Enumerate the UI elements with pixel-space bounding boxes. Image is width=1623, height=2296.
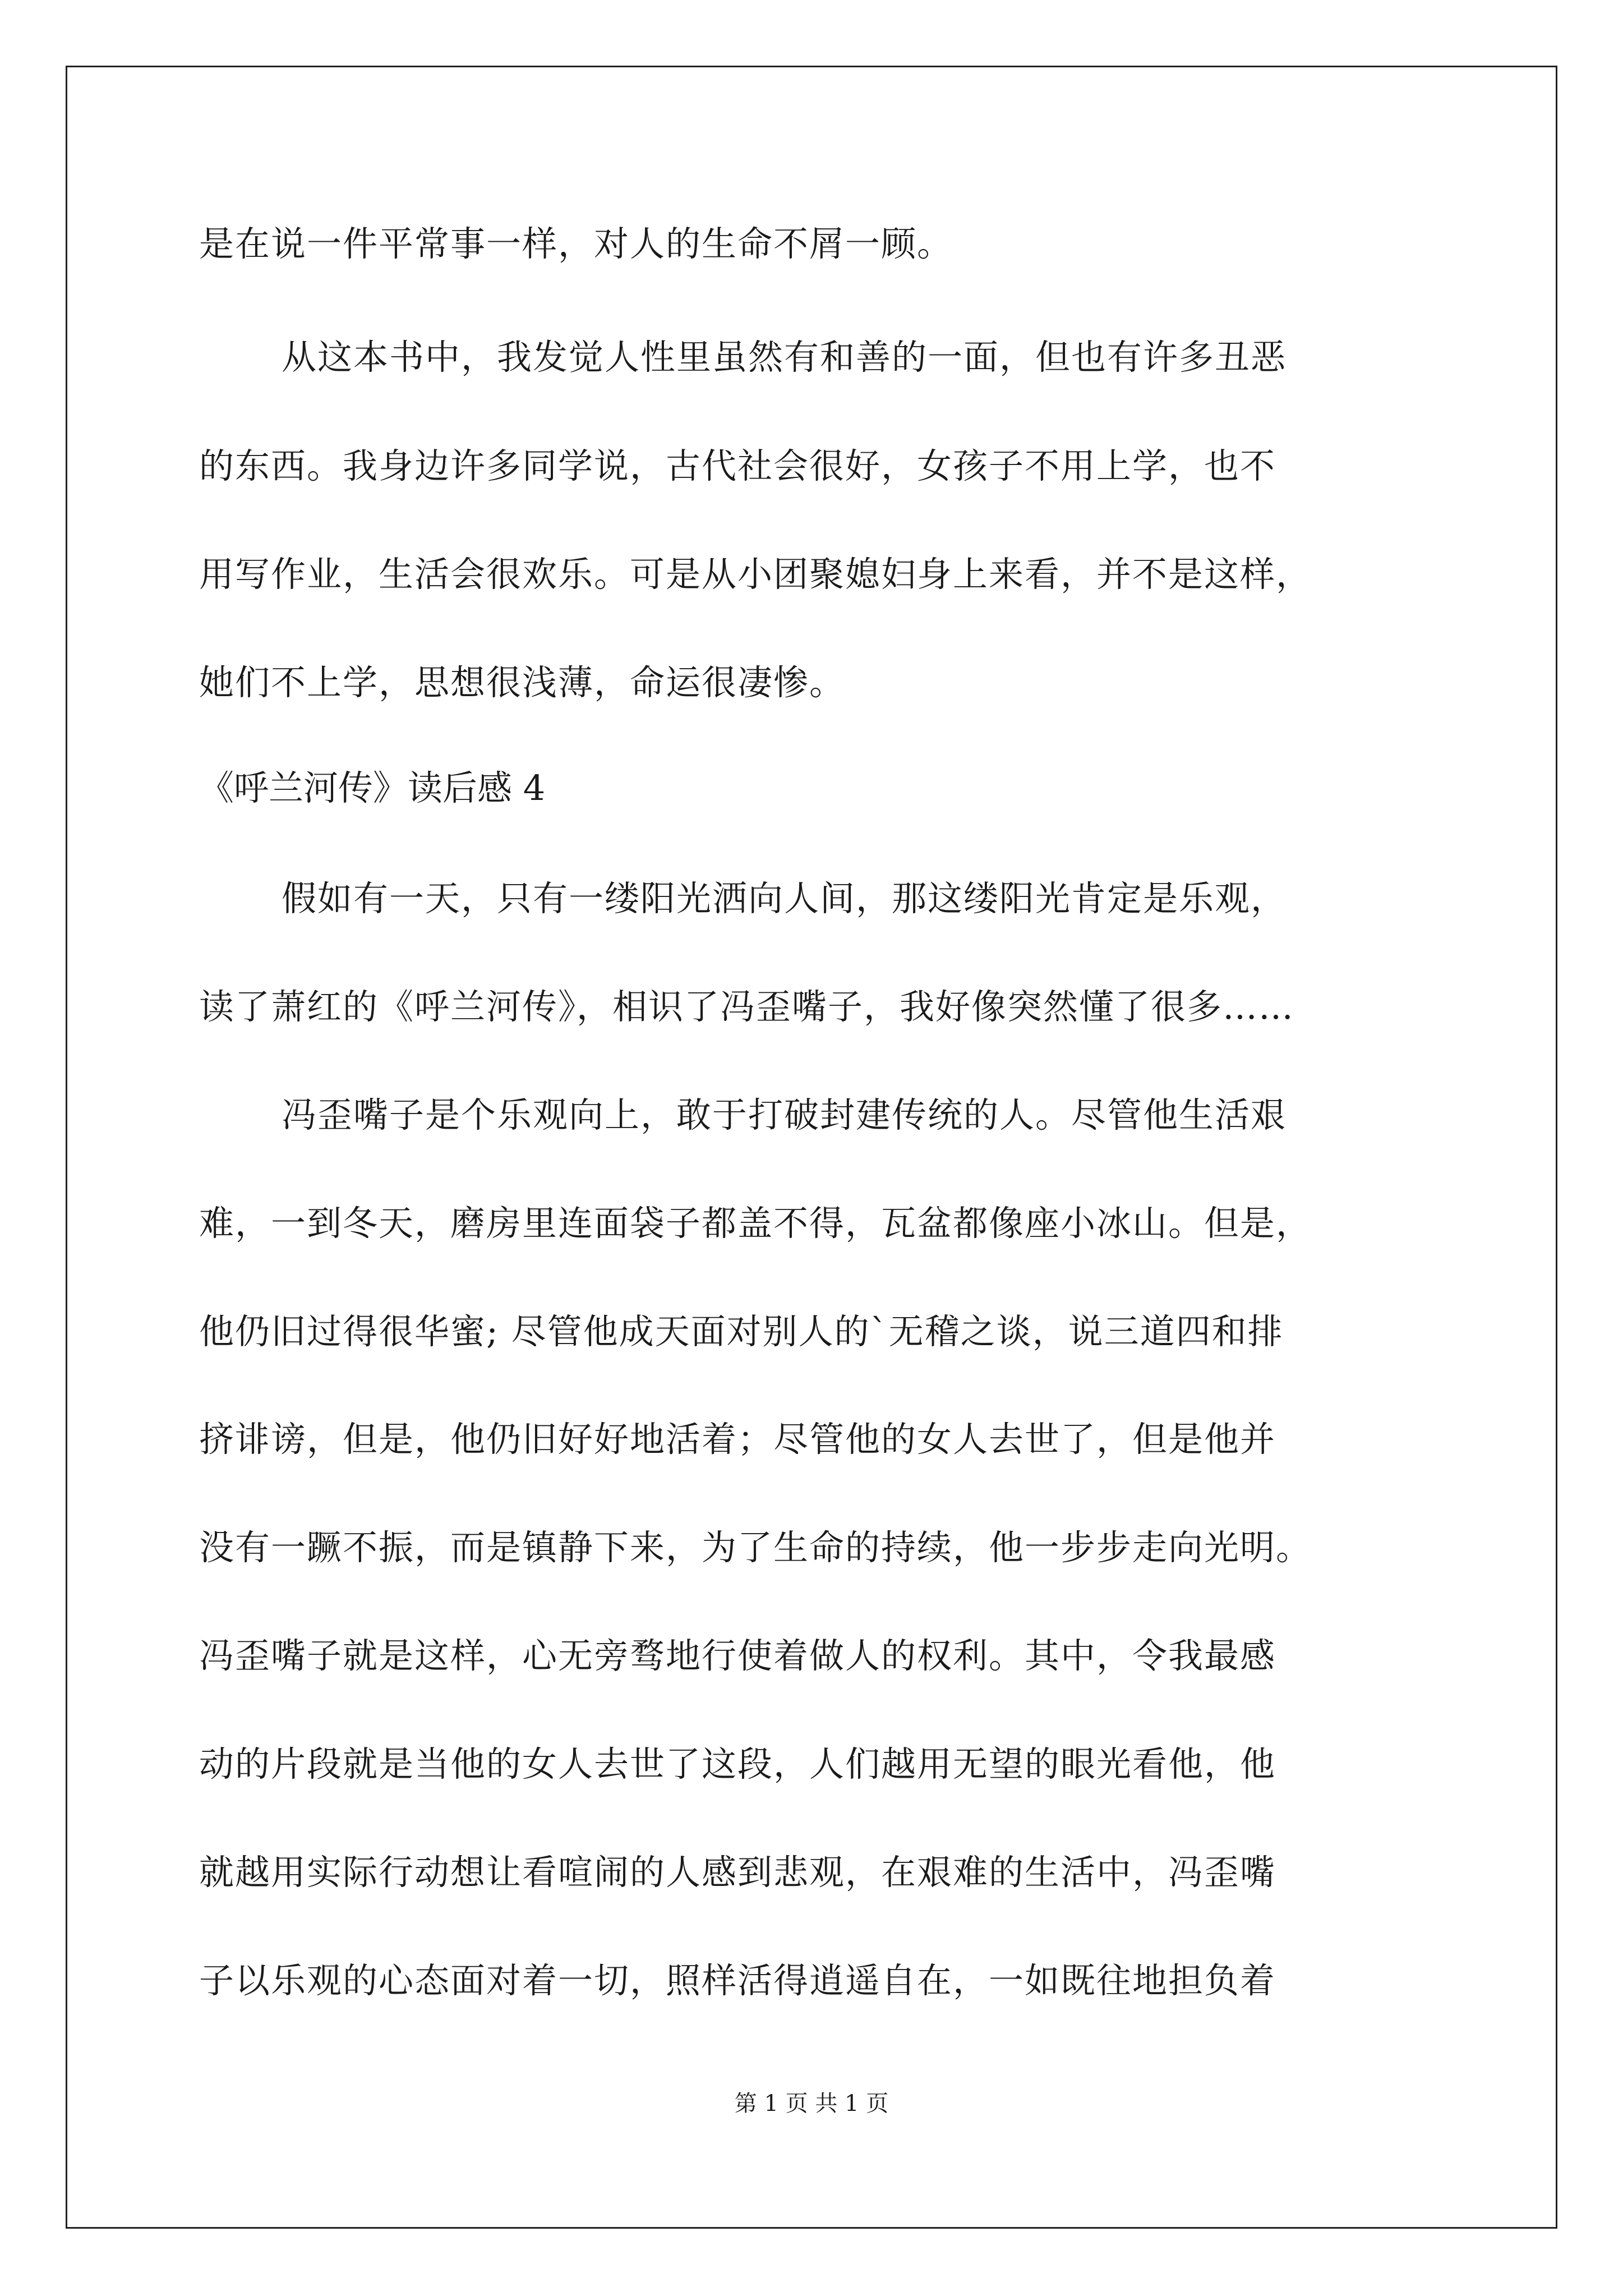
text-line-17: 子以乐观的心态面对着一切，照样活得逍遥自在，一如既往地担负着	[199, 1960, 1276, 2001]
text-line-5: 她们不上学，思想很浅薄，命运很凄惨。	[199, 662, 846, 703]
text-line-8: 读了萧红的《呼兰河传》，相识了冯歪嘴子，我好像突然懂了很多……	[199, 986, 1295, 1027]
text-line-1: 是在说一件平常事一样，对人的生命不屑一顾。	[199, 223, 953, 264]
paragraph-start-line: 从这本书中，我发觉人性里虽然有和善的一面，但也有许多丑恶	[282, 337, 1287, 378]
section-heading: 《呼兰河传》读后感 4	[199, 767, 546, 808]
text-line-10: 难，一到冬天，磨房里连面袋子都盖不得，瓦盆都像座小冰山。但是，	[199, 1203, 1312, 1244]
text-line-13: 没有一蹶不振，而是镇静下来，为了生命的持续，他一步步走向光明。	[199, 1527, 1312, 1568]
paragraph-start-line: 假如有一天，只有一缕阳光洒向人间，那这缕阳光肯定是乐观，	[282, 878, 1287, 919]
text-line-11: 他仍旧过得很华蜜; 尽管他成天面对别人的`无稽之谈，说三道四和排	[199, 1311, 1284, 1352]
text-line-4: 用写作业，生活会很欢乐。可是从小团聚媳妇身上来看，并不是这样，	[199, 554, 1312, 595]
text-line-12: 挤诽谤，但是，他仍旧好好地活着；尽管他的女人去世了，但是他并	[199, 1419, 1276, 1460]
text-line-15: 动的片段就是当他的女人去世了这段，人们越用无望的眼光看他，他	[199, 1743, 1276, 1784]
text-line-3: 的东西。我身边许多同学说，古代社会很好，女孩子不用上学，也不	[199, 445, 1276, 486]
paragraph-start-line: 冯歪嘴子是个乐观向上，敢于打破封建传统的人。尽管他生活艰	[282, 1094, 1287, 1135]
page-border	[66, 66, 1557, 2229]
text-line-16: 就越用实际行动想让看喧闹的人感到悲观，在艰难的生活中，冯歪嘴	[199, 1852, 1276, 1893]
text-line-14: 冯歪嘴子就是这样，心无旁骛地行使着做人的权利。其中，令我最感	[199, 1635, 1276, 1676]
page-number-footer: 第 1 页 共 1 页	[734, 2091, 889, 2116]
